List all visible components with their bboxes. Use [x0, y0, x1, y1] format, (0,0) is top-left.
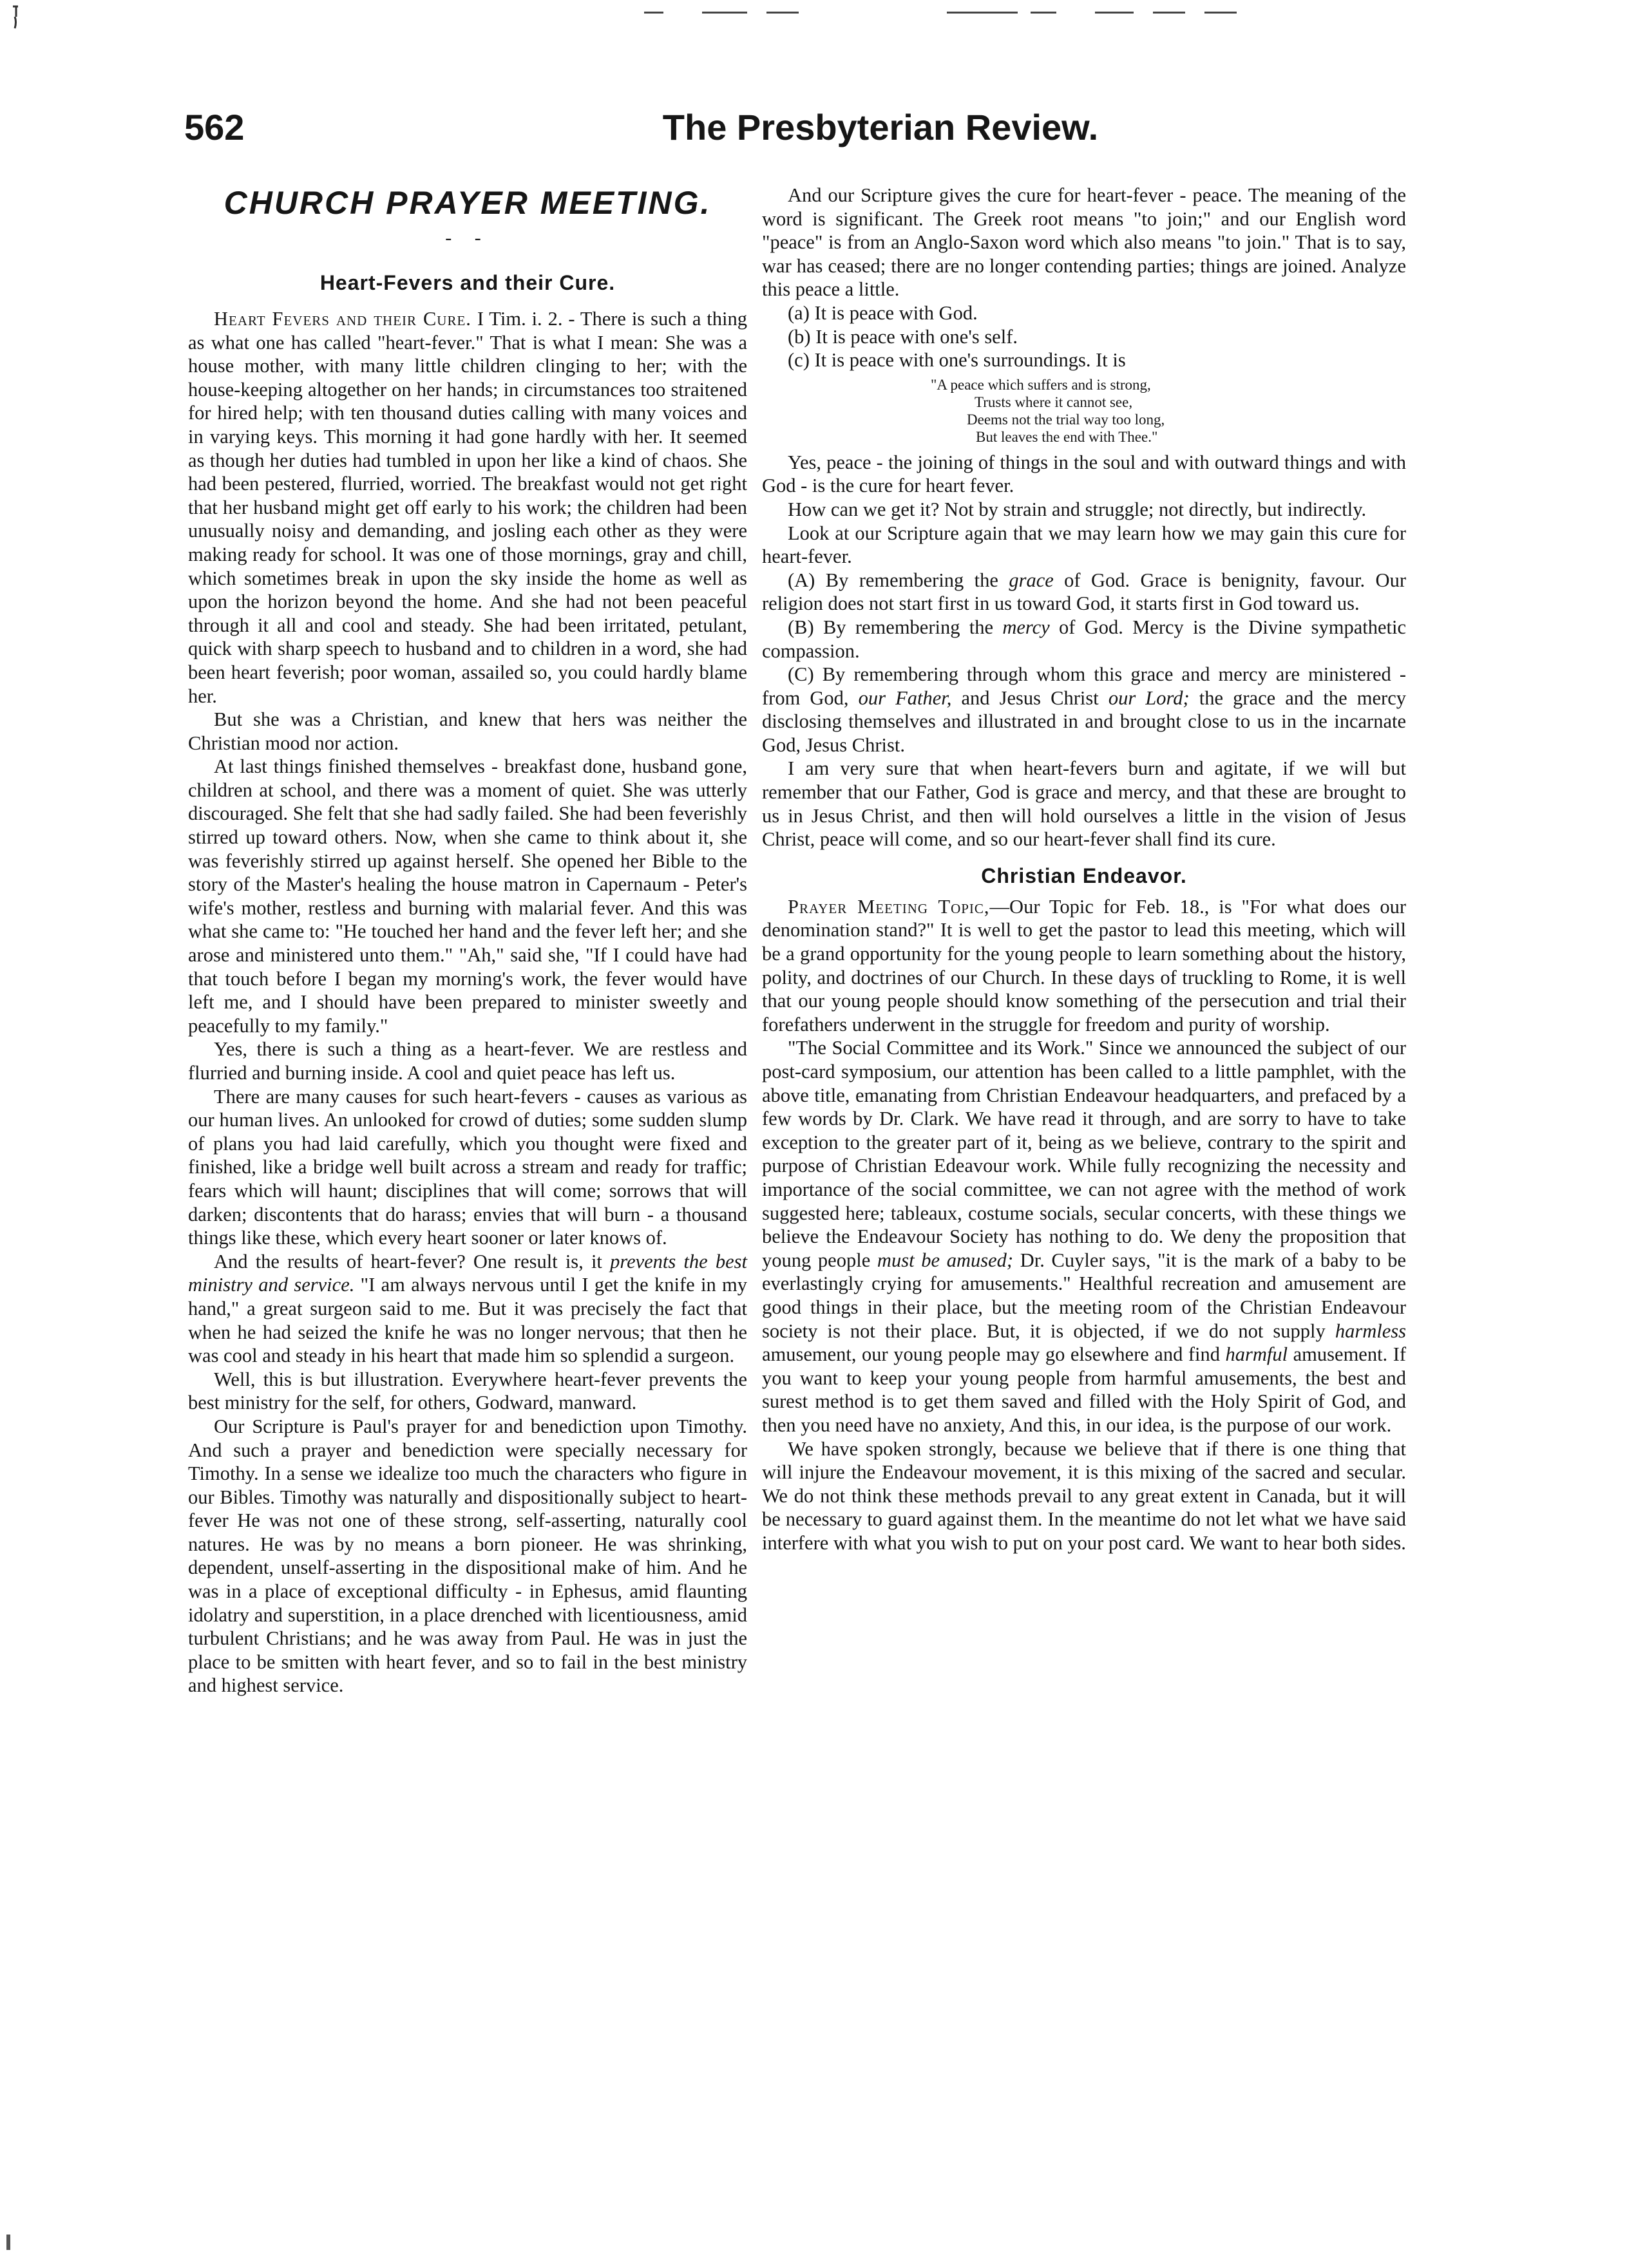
scan-rule	[702, 12, 747, 14]
paragraph-text: "The Social Committee and its Work." Since we announced the subject of our post-card symposium, our attention has been called to a little pamphlet, with the above title, emanating from Christian Endeavour headquarters, and prefaced by a few words by Dr. Clark. We have read it through, and are sorry to have to take exception to the greater part of it, being as we believe, contrary to the spirit and purpose of Christian Edeavour work. While fully recognizing the necessity and importance of the social committee, we can not agree with the method of work suggested here; tableaux, costume socials, secular concerts, with these things we believe the Endeavour Society has nothing to do. We deny the proposition that young people	[762, 1037, 1406, 1271]
scan-rule	[1153, 12, 1185, 14]
article-subheading: Christian Endeavor.	[981, 864, 1187, 887]
paragraph: Our Scripture is Paul's prayer for and benediction upon Timothy. And such a prayer and benediction were specially necessary for Timothy. In a sense we idealize too much the characters who figure in our Bibles. Timothy was naturally and dispositionally subject to heart-fever He was not one of these strong, self-asserting, naturally cool natures. He was by no means a born pioneer. He was shrinking, dependent, unself-asserting in the dispositional make of him. And he was in a place of exceptional difficulty - in Ephesus, amid flaunting idolatry and superstition, in a place drenched with licentiousness, amid turbulent Christians; and he was away from Paul. He was in just the place to be smitten with heart fever, and so to fail in the best ministry and highest service.	[188, 1415, 747, 1697]
paragraph	[762, 663, 1406, 757]
paragraph-text: the grace and the mercy disclosing themselves and illustrated in and brought close to us in the incarnate God, Jesus Christ.	[762, 686, 1406, 756]
paragraph-text: Dr. Cuyler says, "it is the mark of a baby to be everlastingly crying for amusements." Healthful recreation and amusement are good things in their place, but the meeting room of the Christian Endeavour society is not their place. But, it is objected, if we do not supply	[762, 1249, 1406, 1342]
paragraph-text: amusement. If you want to keep your young people from harmful amusements, the best and surest method is to get them saved and filled with the Holy Spirit of God, and then you need have no anxiety, And this, in our idea, is the purpose of our work.	[762, 1343, 1407, 1436]
paragraph: I am very sure that when heart-fevers burn and agitate, if we will but remember that our Father, God is grace and mercy, and that these are brought to us in Jesus Christ, and then will hold ourselves a little in the vision of Jesus Christ, peace will come, and so our heart-fever shall find its cure.	[762, 757, 1406, 851]
paragraph: There are many causes for such heart-fevers - causes as various as our human lives. An unlooked for crowd of duties; some sudden slump of plans you had laid carefully, which you thought were fixed and finished, like a bridge well built across a stream and ready for traffic; fears which will haunt; disciplines that will come; sorrows that will darken; discontents that do harass; envies that will burn - a thousand things like these, which every heart sooner or later knows of.	[188, 1085, 747, 1249]
paragraph-text: (A) By remembering the	[788, 569, 1009, 591]
poem-line: Deems not the trial way too long,	[967, 411, 1165, 428]
paragraph: At last things finished themselves - breakfast done, husband gone, children at school, and there was a moment of quiet. She was utterly discouraged. She felt that she had sadly failed. She had been feverishly stirred up toward others. Now, when she came to think about it, she was feverishly stirred up against herself. She opened her Bible to the story of the Master's healing the house matron in Capernaum - Peter's wife's mother, restless and burning with malarial fever. And this was what she came to: "He touched her hand and the fever left her; and she arose and ministered unto them." "Ah," said she, "If I could have had that touch before I began my morning's work, the fever would have left me, and I should have been prepared to minister sweetly and peacefully to my family."	[188, 755, 747, 1037]
poem-line: Trusts where it cannot see,	[975, 393, 1133, 410]
emphasis-text: grace	[1009, 569, 1054, 591]
paragraph-text: (C) By remembering through whom this grace and mercy are ministered - from God,	[762, 663, 1406, 709]
title-ornament: - -	[445, 227, 490, 249]
paragraph	[762, 569, 1406, 616]
paragraph-text: of God. Mercy is the Divine sympathetic compassion.	[762, 616, 1406, 662]
paragraph-text: —Our Topic for Feb. 18., is "For what does our denomination stand?" It is well to get the pastor to lead this meeting, which will be a grand opportunity for the young people to learn something about the history, polity, and doctrines of our Church. In these days of truckling to Rome, it is well that our young people should know something of the persecution and trial their forefathers underwent in the struggle for freedom and purity of worship.	[762, 895, 1406, 1035]
poem-quote	[762, 376, 1406, 446]
paragraph: Look at our Scripture again that we may learn how we may gain this cure for heart-fever.	[762, 522, 1406, 568]
article-subheading: Heart-Fevers and their Cure.	[319, 271, 616, 294]
paragraph-text: and Jesus Christ	[951, 686, 1108, 709]
poem-line: "A peace which suffers and is strong,	[931, 376, 1151, 393]
paragraph	[762, 895, 1406, 1037]
scan-rule	[947, 12, 1018, 14]
journal-title: The Presbyterian Review.	[662, 107, 1099, 147]
list-item: (b) It is peace with one's self.	[788, 325, 1018, 348]
scan-rule	[1095, 12, 1134, 14]
paragraph-lead: Heart Fevers and their Cure.	[214, 308, 471, 330]
section-title: CHURCH PRAYER MEETING.	[224, 185, 712, 221]
scan-rule	[766, 12, 799, 14]
emphasis-text: our Lord;	[1108, 686, 1190, 709]
emphasis-text: must be amused;	[877, 1249, 1014, 1271]
paragraph: We have spoken strongly, because we believe that if there is one thing that will injure the Endeavour movement, it is this mixing of the sacred and secular. We do not think these methods prevail to any great extent in Canada, but it will be necessary to guard against them. In the meantime do not let what we have said interfere with what you wish to put on your post card. We want to hear both sides.	[762, 1437, 1406, 1554]
paragraph-text: And the results of heart-fever? One result is, it	[214, 1250, 611, 1272]
paragraph-text: (B) By remembering the	[788, 616, 1003, 638]
paragraph: Yes, there is such a thing as a heart-fever. We are restless and flurried and burning inside. A cool and quiet peace has left us.	[188, 1038, 747, 1084]
paragraph	[188, 307, 747, 708]
paragraph: How can we get it? Not by strain and struggle; not directly, but indirectly.	[788, 498, 1367, 520]
list-item: (c) It is peace with one's surroundings. It is	[788, 349, 1126, 372]
paragraph-text: amusement, our young people may go elsewhere and find	[762, 1343, 1226, 1366]
poem-line: But leaves the end with Thee."	[976, 428, 1158, 445]
scan-mark	[13, 3, 19, 31]
page-number: 562	[184, 107, 245, 147]
scan-rule	[1204, 12, 1237, 14]
right-column	[762, 184, 1406, 1555]
paragraph: And our Scripture gives the cure for heart-fever - peace. The meaning of the word is significant. The Greek root means "to join;" and our English word "peace" is from an Anglo-Saxon word which also means "to join." That is to say, war has ceased; there are no longer contending parties; things are joined. Analyze this peace a little.	[762, 184, 1406, 301]
emphasis-text: prevents the best ministry and service.	[188, 1250, 747, 1296]
running-head	[184, 106, 1577, 158]
emphasis-text: harmless	[1335, 1319, 1406, 1342]
scan-rule	[644, 12, 663, 14]
list-item: (a) It is peace with God.	[788, 301, 978, 324]
paragraph	[762, 616, 1406, 663]
paragraph: Yes, peace - the joining of things in the soul and with outward things and with God - is the cure for heart fever.	[762, 451, 1406, 497]
paragraph	[762, 1036, 1406, 1437]
scan-rule	[1031, 12, 1056, 14]
paragraph-text: "I am always nervous until I get the knife in my hand," a great surgeon said to me. But it was precisely the fact that when he had seized the knife he was no longer nervous; that then he was cool and steady in his heart that made him so splendid a surgeon.	[188, 1274, 747, 1367]
emphasis-text: harmful	[1225, 1343, 1288, 1366]
paragraph: But she was a Christian, and knew that hers was neither the Christian mood nor action.	[188, 708, 747, 754]
left-column	[188, 184, 747, 1697]
emphasis-text: mercy	[1002, 616, 1050, 638]
scan-dot	[6, 2235, 10, 2250]
paragraph-lead: Prayer Meeting Topic,	[788, 895, 990, 918]
paragraph-text: of God. Grace is benignity, favour. Our religion does not start first in us toward God, it starts first in God toward us.	[762, 569, 1406, 615]
paragraph: Well, this is but illustration. Everywhere heart-fever prevents the best ministry for the self, for others, Godward, manward.	[188, 1368, 747, 1414]
emphasis-text: our Father,	[858, 686, 952, 709]
paragraph	[188, 1250, 747, 1368]
paragraph-text: I Tim. i. 2. - There is such a thing as what one has called "heart-fever." That is what I mean: She was a house mother, with many little children clinging to her; with the house-keeping altogether on her hands; in circumstances too straitened for hired help; with ten thousand duties calling with many voices and in varying keys. This morning it had gone hardly with her. It seemed as though her duties had tumbled in upon her like a kind of chaos. She had been pestered, flurried, worried. The breakfast would not get right that her husband might get off early to his work; the children had been unusually noisy and demanding, and josling each other as they were making ready for school. It was one of those mornings, gray and chill, which sometimes break in upon the sky inside the home as well as upon the horizon beyond the home. And she had not been peaceful through it all and cool and steady. She had been irritated, petulant, quick with sharp speech to husband and to children in a word, she had been heart feverish; poor woman, assailed so, you could hardly blame her.	[188, 308, 747, 707]
